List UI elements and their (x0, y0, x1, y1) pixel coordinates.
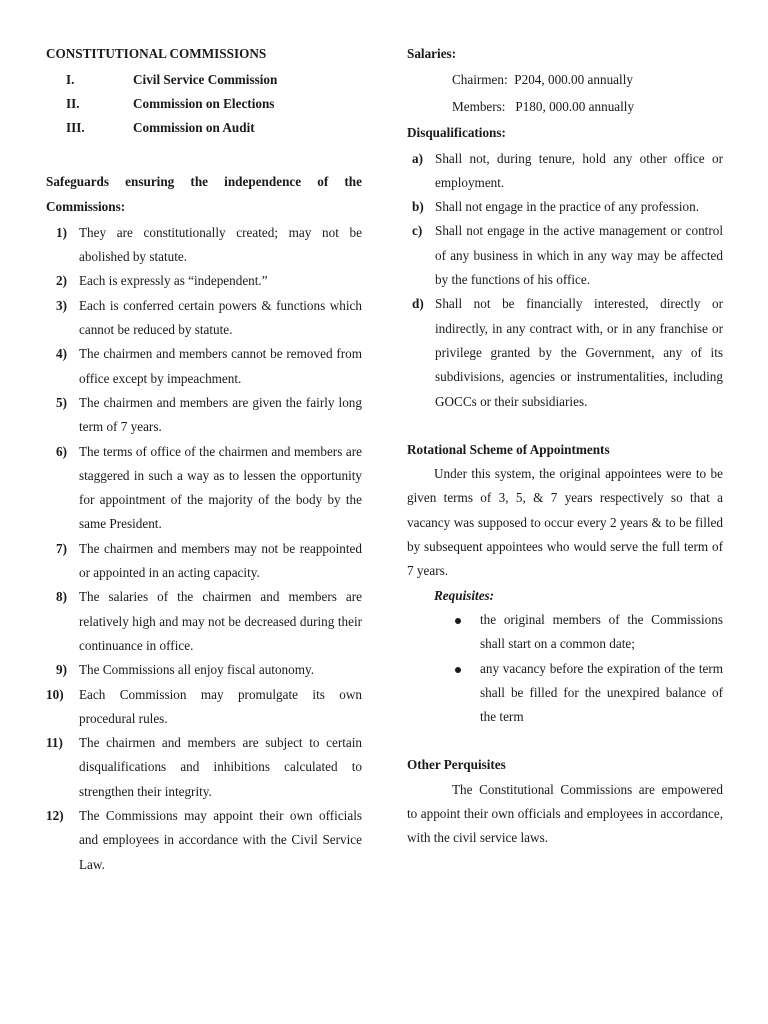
commission-item (46, 92, 362, 116)
disqualifications-list (407, 147, 723, 414)
item-text: Shall not engage in the active management or control of any business in which in any way may be affected by the functions of his office. (435, 223, 723, 288)
item-text: The chairmen and members cannot be removed from office except by impeachment. (79, 346, 362, 386)
item-text: The Commissions all enjoy fiscal autonomy. (79, 662, 315, 678)
list-item (46, 731, 362, 804)
list-item (46, 391, 362, 440)
item-number: 12) (46, 808, 64, 824)
commission-label: Commission on Audit (133, 120, 255, 136)
item-letter: c) (412, 223, 423, 239)
salary-label: Chairmen: (452, 72, 508, 88)
item-text: Each is expressly as “independent.” (79, 273, 268, 289)
disqualifications-heading: Disqualifications: (407, 125, 506, 141)
list-item (46, 658, 362, 682)
item-text: The chairmen and members are subject to certain disqualifications and inhibitions calculated to strengthen their integrity. (79, 735, 362, 799)
salary-row-chairmen (407, 66, 723, 93)
item-number: 3) (56, 297, 67, 313)
list-item (46, 537, 362, 586)
salary-row-members (407, 93, 723, 120)
item-letter: b) (412, 199, 424, 215)
item-number: 6) (56, 443, 67, 459)
bullet-icon (455, 667, 461, 673)
perquisites-paragraph: The Constitutional Commissions are empowered to appoint their own officials and employees in accordance, with the civil service laws. (407, 781, 723, 846)
left-column (46, 42, 362, 877)
item-text: the original members of the Commissions shall start on a common date; (480, 611, 723, 652)
item-number: 5) (56, 394, 67, 410)
item-number: 1) (56, 224, 67, 240)
commission-numeral: I. (66, 72, 75, 88)
list-item (407, 292, 723, 413)
item-number: 7) (56, 540, 67, 556)
list-item (46, 683, 362, 732)
section-heading-constitutional-commissions: CONSTITUTIONAL COMMISSIONS (46, 46, 267, 61)
item-text: They are constitutionally created; may not be abolished by statute. (79, 224, 362, 265)
item-letter: d) (412, 296, 424, 312)
rotation-heading: Rotational Scheme of Appointments (407, 441, 610, 457)
item-text: Shall not, during tenure, hold any other office or employment. (435, 150, 723, 190)
item-text: Shall not be financially interested, directly or indirectly, in any contract with, or in any franchise or privilege granted by the Government, any of its subdivisions, agencies or instrumentalities, including GOCCs or their subsidiaries. (435, 296, 723, 409)
item-number: 2) (56, 273, 67, 289)
salary-value: P180, 000.00 annually (515, 99, 635, 115)
list-item (407, 147, 723, 196)
commission-item (46, 116, 362, 140)
commissions-list (46, 68, 362, 140)
commission-item (46, 68, 362, 92)
item-text: The Commissions may appoint their own officials and employees in accordance with the Civil Service Law. (79, 808, 362, 872)
item-letter: a) (412, 150, 423, 166)
salaries-heading: Salaries: (407, 46, 457, 61)
item-text: The salaries of the chairmen and members are relatively high and may not be decreased during their continuance in office. (79, 589, 362, 653)
item-number: 8) (56, 589, 67, 605)
item-number: 10) (46, 686, 64, 702)
item-text: The chairmen and members are given the fairly long term of 7 years. (79, 394, 362, 435)
commission-numeral: II. (66, 96, 80, 112)
safeguards-list (46, 221, 362, 877)
list-item (46, 294, 362, 343)
list-item (46, 221, 362, 270)
commission-label: Civil Service Commission (133, 72, 278, 88)
item-text: Each Commission may promulgate its own procedural rules. (79, 686, 362, 726)
list-item (407, 219, 723, 292)
item-text: The terms of office of the chairmen and members are staggered in such a way as to lessen the opportunity for appointment of the majority of the body by the same President. (79, 443, 362, 532)
item-number: 11) (46, 735, 63, 751)
item-text: Shall not engage in the practice of any profession. (435, 199, 700, 215)
list-item (407, 195, 723, 219)
item-number: 4) (56, 346, 67, 362)
item-number: 9) (56, 662, 67, 678)
requisites-list (407, 608, 723, 729)
item-text: Each is conferred certain powers & functions which cannot be reduced by statute. (79, 297, 362, 338)
list-item (46, 585, 362, 658)
commission-numeral: III. (66, 120, 85, 136)
commission-label: Commission on Elections (133, 96, 275, 112)
list-item (46, 269, 362, 293)
rotation-paragraph: Under this system, the original appointees were to be given terms of 3, 5, & 7 years respectively so that a vacancy was supposed to occur every 2 years & to be filled by subsequent appointees who would serve the full term of 7 years. (407, 466, 723, 579)
safeguards-intro: Safeguards ensuring the independence of the Commissions: (46, 174, 362, 214)
list-item (407, 608, 723, 657)
salary-label: Members: (452, 99, 506, 115)
bullet-icon (455, 618, 461, 624)
list-item (46, 342, 362, 391)
item-text: The chairmen and members may not be reappointed or appointed in an acting capacity. (79, 540, 362, 581)
list-item (46, 804, 362, 877)
item-text: any vacancy before the expiration of the term shall be filled for the unexpired balance of the term (480, 660, 723, 725)
perquisites-heading: Other Perquisites (407, 757, 506, 773)
list-item (46, 440, 362, 537)
salary-value: P204, 000.00 annually (514, 72, 633, 88)
requisites-label: Requisites: (434, 587, 495, 603)
list-item (407, 657, 723, 730)
right-column (407, 42, 723, 851)
